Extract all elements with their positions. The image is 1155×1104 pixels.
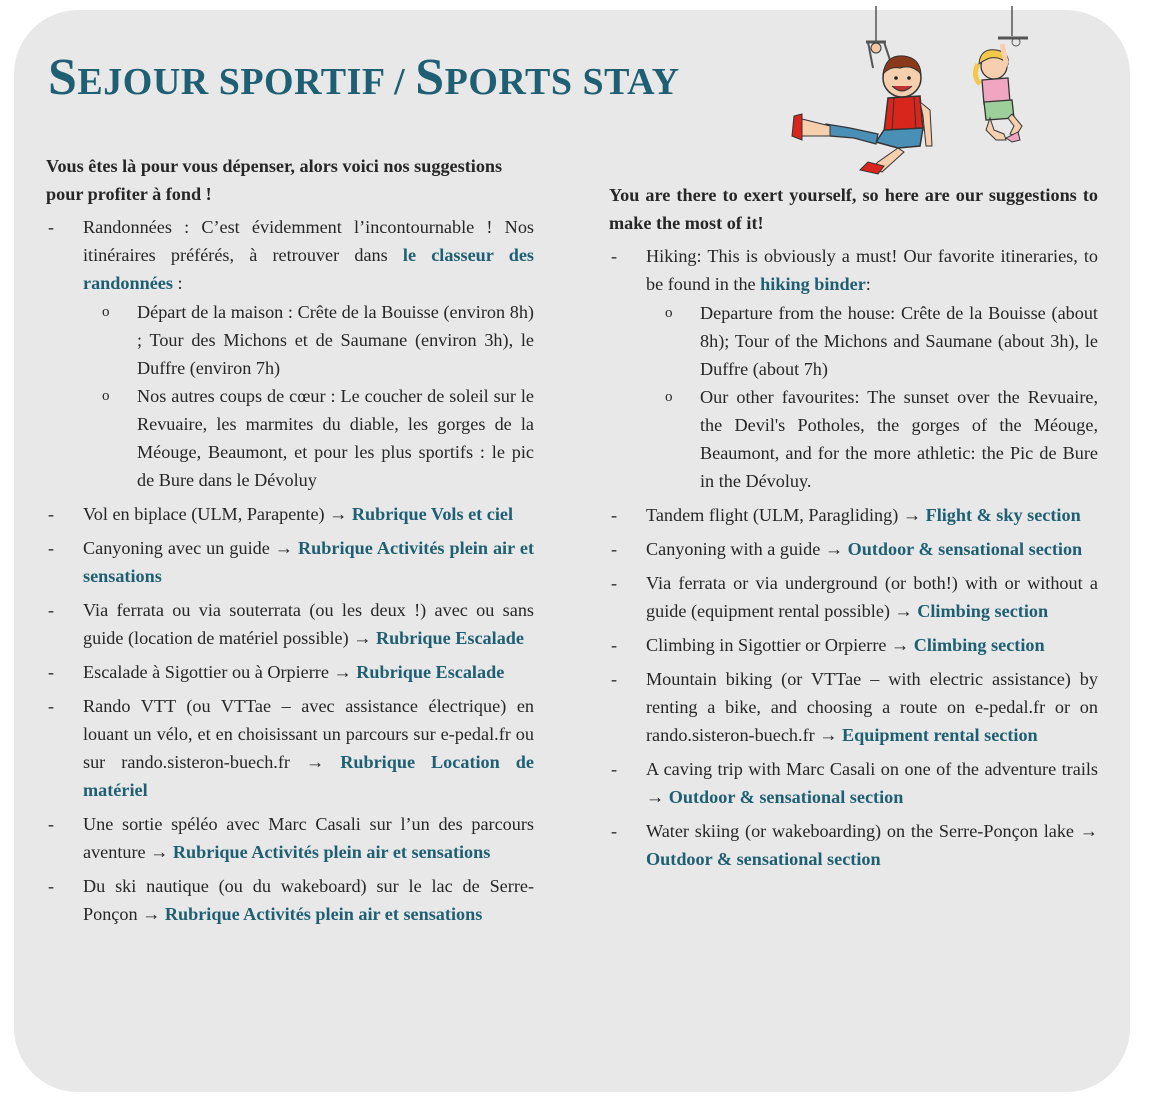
list-item: - Rando VTT (ou VTTae – avec assistance électrique) en louant un vélo, et en choisissant un parcours sur e-pedal.fr ou sur rando.sisteron-buech.fr → Rubrique Location de matériel (46, 692, 534, 804)
zipline-kids-icon (780, 6, 1050, 176)
hiking-binder-link[interactable]: le classeur des randonnées (83, 245, 534, 293)
list-item: - Mountain biking (or VTTae – with electric assistance) by renting a bike, and choosing a route on e-pedal.fr or on rando.sisteron-buech.fr → Equipment rental section (609, 665, 1098, 749)
sub-list-en (646, 299, 1098, 495)
section-link[interactable]: Rubrique Vols et ciel (351, 504, 514, 524)
list-item: - Canyoning with a guide → Outdoor & sensational section (609, 535, 1098, 563)
list-item: - Du ski nautique (ou du wakeboard) sur le lac de Serre-Ponçon → Rubrique Activités plein air et sensations (46, 872, 534, 928)
section-link[interactable]: Outdoor & sensational section (847, 539, 1083, 559)
list-item: - A caving trip with Marc Casali on one of the adventure trails → Outdoor & sensational section (609, 755, 1098, 811)
list-item: - Climbing in Sigottier or Orpierre → Climbing section (609, 631, 1098, 659)
list-item: - Randonnées : C’est évidemment l’incontournable ! Nos itinéraires préférés, à retrouver dans le classeur des randonnées : o Départ de la maison : Crête de la Bouisse (environ 8h) ; Tour des Michons et de Saumane (environ 3h), le Duffre (environ 7h) o Nos autres coups de cœur : Le coucher de soleil sur le Revuaire, les marmites du diable, les gorges de la Méouge, Beaumont, et pour les plus sportifs : le pic de Bure dans le Dévoluy (46, 213, 534, 494)
list-item: - Tandem flight (ULM, Paragliding) → Flight & sky section (609, 501, 1098, 529)
sub-list-fr (83, 298, 534, 494)
section-link[interactable]: Rubrique Activités plein air et sensations (172, 842, 491, 862)
section-link[interactable]: Flight & sky section (925, 505, 1081, 525)
page-title: SEJOUR SPORTIF / SPORTS STAY (48, 49, 680, 106)
section-link[interactable]: Rubrique Escalade (375, 628, 524, 648)
sub-list-item: o Départ de la maison : Crête de la Bouisse (environ 8h) ; Tour des Michons et de Saumane (environ 3h), le Duffre (environ 7h) (83, 298, 534, 382)
sub-list-item: o Our other favourites: The sunset over the Revuaire, the Devil's Potholes, the gorges of the Méouge, Beaumont, and for the more athletic: the Pic de Bure in the Dévoluy. (646, 383, 1098, 495)
section-link[interactable]: Equipment rental section (841, 725, 1038, 745)
section-link[interactable]: Climbing section (917, 601, 1049, 621)
hiking-binder-link[interactable]: hiking binder (760, 274, 866, 294)
intro-en: You are there to exert yourself, so here are our suggestions to make the most of it! (609, 185, 1098, 233)
suggestion-list-fr (46, 213, 534, 928)
list-item: - Water skiing (or wakeboarding) on the Serre-Ponçon lake → Outdoor & sensational section (609, 817, 1098, 873)
french-column (46, 152, 534, 934)
section-link[interactable]: Rubrique Activités plein air et sensations (164, 904, 483, 924)
section-link[interactable]: Rubrique Location de matériel (83, 752, 534, 800)
section-link[interactable]: Rubrique Activités plein air et sensations (83, 538, 535, 586)
section-link[interactable]: Outdoor & sensational section (646, 849, 881, 869)
list-item: - Une sortie spéléo avec Marc Casali sur l’un des parcours aventure → Rubrique Activités plein air et sensations (46, 810, 534, 866)
intro-fr: Vous êtes là pour vous dépenser, alors voici nos suggestions pour profiter à fond ! (46, 156, 503, 204)
list-item: - Vol en biplace (ULM, Parapente) → Rubrique Vols et ciel (46, 500, 534, 528)
list-item: - Canyoning avec un guide → Rubrique Activités plein air et sensations (46, 534, 534, 590)
section-link[interactable]: Climbing section (913, 635, 1045, 655)
list-item: - Hiking: This is obviously a must! Our favorite itineraries, to be found in the hiking binder: o Departure from the house: Crête de la Bouisse (about 8h); Tour of the Michons and Saumane (about 3h), le Duffre (about 7h) o Our other favourites: The sunset over the Revuaire, the Devil's Potholes, the gorges of the Méouge, Beaumont, and for the more athletic: the Pic de Bure in the Dévoluy. (609, 242, 1098, 495)
list-item: - Via ferrata or via underground (or both!) with or without a guide (equipment rental possible) → Climbing section (609, 569, 1098, 625)
section-link[interactable]: Outdoor & sensational section (668, 787, 904, 807)
sub-list-item: o Nos autres coups de cœur : Le coucher de soleil sur le Revuaire, les marmites du diable, les gorges de la Méouge, Beaumont, et pour les plus sportifs : le pic de Bure dans le Dévoluy (83, 382, 534, 494)
section-link[interactable]: Rubrique Escalade (356, 662, 505, 682)
list-item: - Escalade à Sigottier ou à Orpierre → Rubrique Escalade (46, 658, 534, 686)
suggestion-list-en (609, 242, 1098, 873)
english-column (609, 181, 1098, 879)
sub-list-item: o Departure from the house: Crête de la Bouisse (about 8h); Tour of the Michons and Saumane (about 3h), le Duffre (about 7h) (646, 299, 1098, 383)
list-item: - Via ferrata ou via souterrata (ou les deux !) avec ou sans guide (location de matériel possible) → Rubrique Escalade (46, 596, 534, 652)
